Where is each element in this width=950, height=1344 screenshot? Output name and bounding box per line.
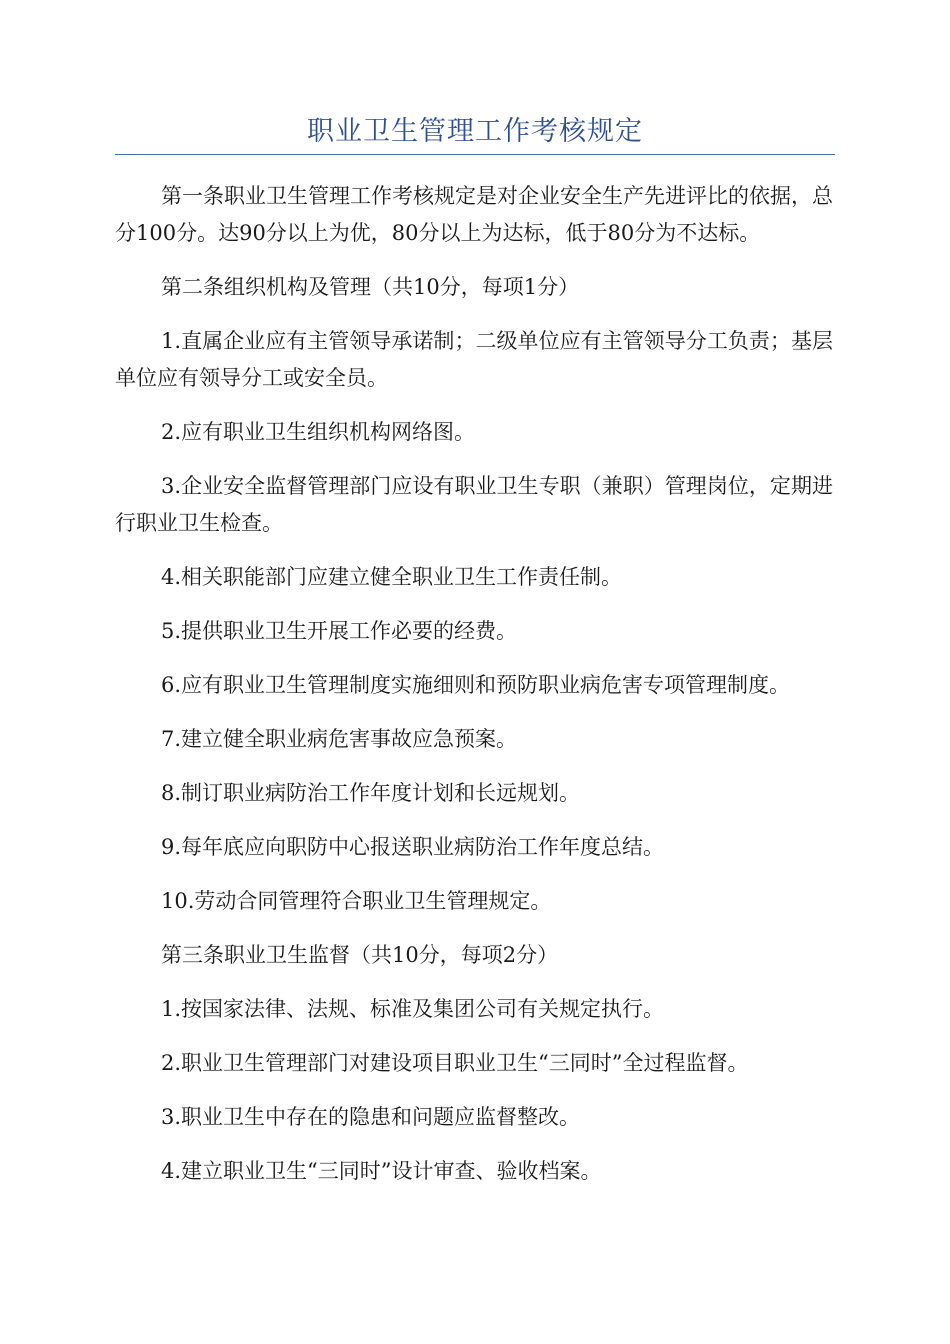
article-2-heading: 第二条组织机构及管理（共10分，每项1分）: [161, 275, 580, 299]
document-title: 职业卫生管理工作考核规定: [307, 116, 643, 147]
article-3-item-4: 4.建立职业卫生“三同时”设计审查、验收档案。: [161, 1159, 602, 1183]
article-3-heading: 第三条职业卫生监督（共10分，每项2分）: [161, 943, 559, 967]
article-2-item-10: 10.劳动合同管理符合职业卫生管理规定。: [161, 889, 552, 913]
article-3-item-3: 3.职业卫生中存在的隐患和问题应监督整改。: [161, 1105, 581, 1129]
article-2-item-1: 1.直属企业应有主管领导承诺制；二级单位应有主管领导分工负责；基层单位应有领导分工或安全员。: [115, 329, 833, 390]
article-2-item-2: 2.应有职业卫生组织机构网络图。: [161, 420, 476, 444]
article-2-item-5: 5.提供职业卫生开展工作必要的经费。: [161, 619, 518, 643]
document-body: [115, 178, 833, 1207]
article-3-item-2: 2.职业卫生管理部门对建设项目职业卫生“三同时”全过程监督。: [161, 1051, 749, 1075]
article-2-item-8: 8.制订职业病防治工作年度计划和长远规划。: [161, 781, 581, 805]
article-2-item-4: 4.相关职能部门应建立健全职业卫生工作责任制。: [161, 565, 623, 589]
article-3-item-1: 1.按国家法律、法规、标准及集团公司有关规定执行。: [161, 997, 665, 1021]
article-2-item-7: 7.建立健全职业病危害事故应急预案。: [161, 727, 518, 751]
article-2-item-9: 9.每年底应向职防中心报送职业病防治工作年度总结。: [161, 835, 665, 859]
article-1-paragraph: 第一条职业卫生管理工作考核规定是对企业安全生产先进评比的依据，总分100分。达90分以上为优，80分以上为达标，低于80分为不达标。: [115, 184, 833, 245]
title-underline: [115, 154, 835, 155]
article-2-item-3: 3.企业安全监督管理部门应设有职业卫生专职（兼职）管理岗位，定期进行职业卫生检查。: [115, 474, 833, 535]
article-2-item-6: 6.应有职业卫生管理制度实施细则和预防职业病危害专项管理制度。: [161, 673, 791, 697]
